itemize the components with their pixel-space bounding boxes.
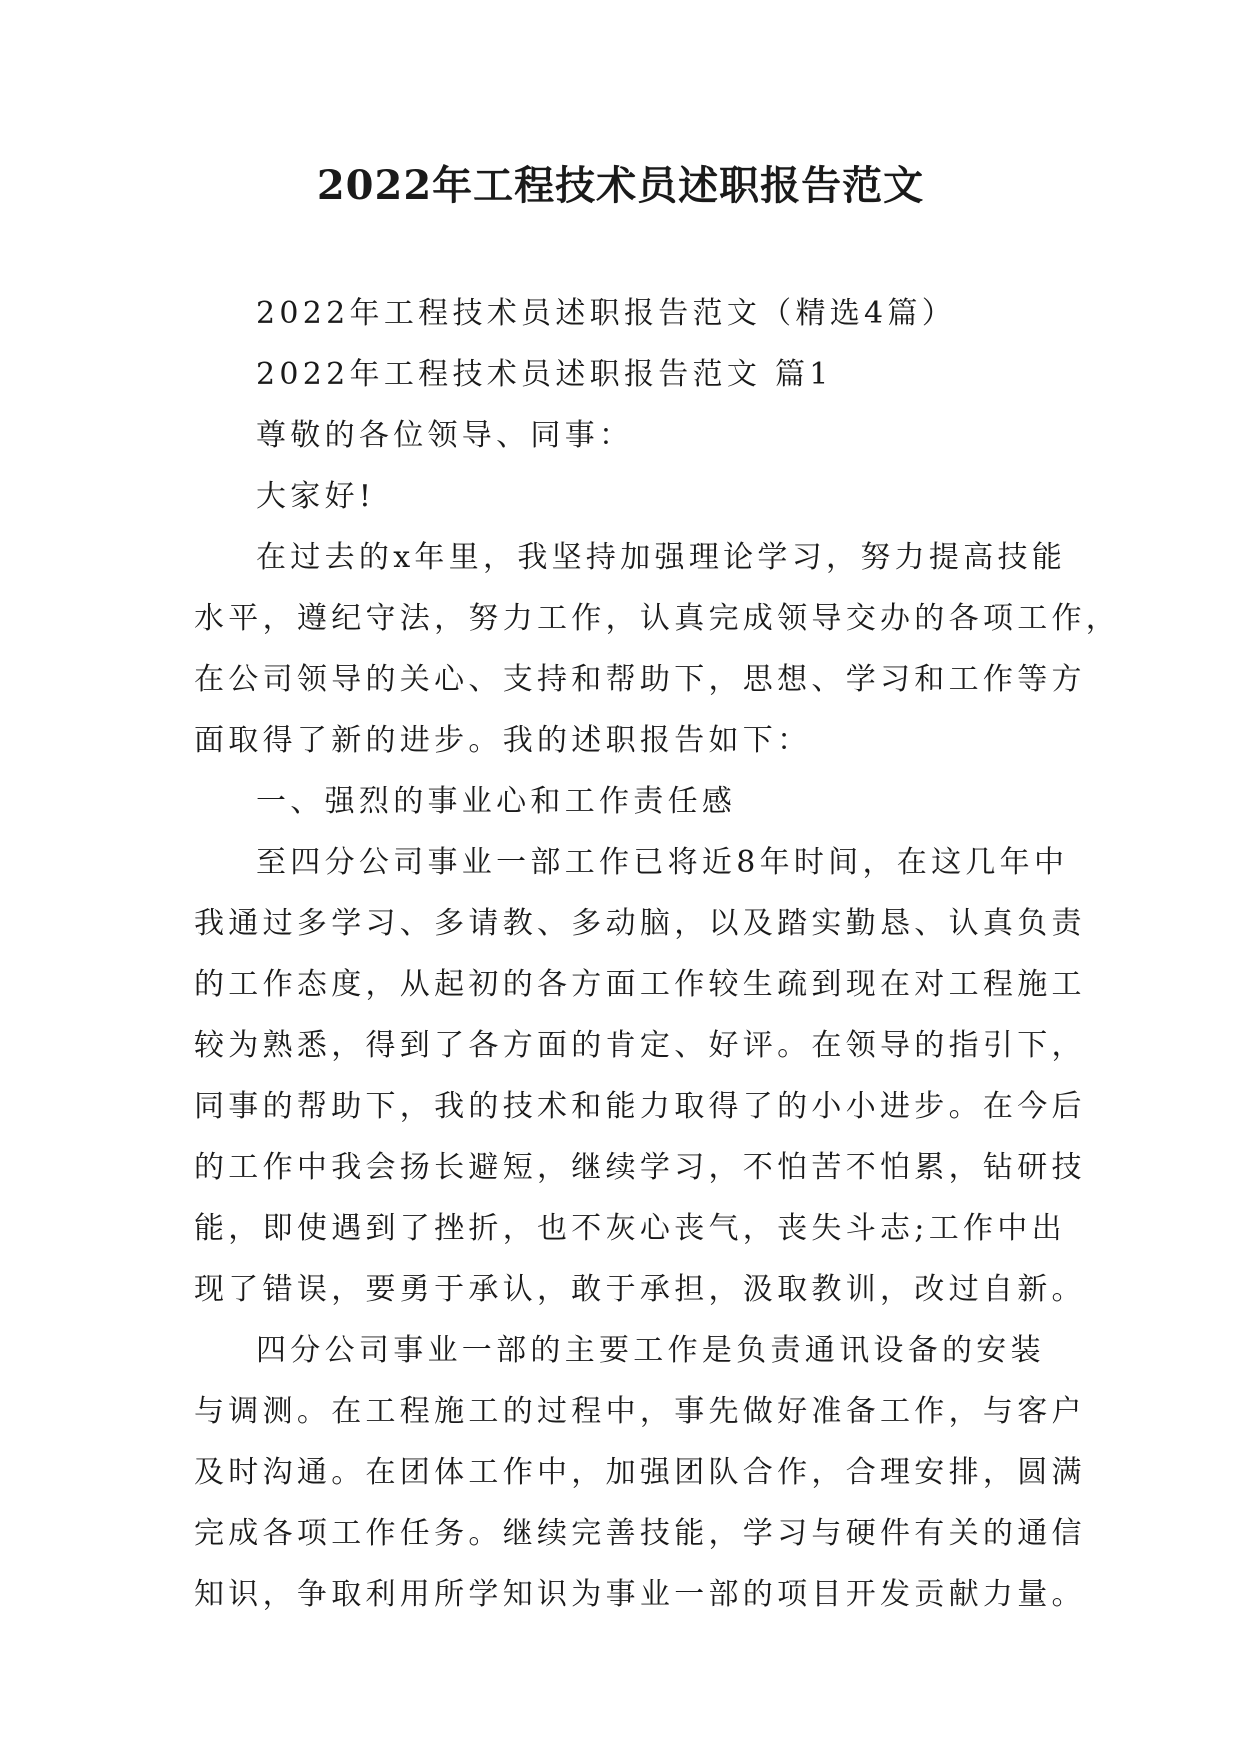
text-line: 与调测。在工程施工的过程中，事先做好准备工作，与客户 xyxy=(194,1394,1086,1429)
text-line: 在公司领导的关心、支持和帮助下，思想、学习和工作等方 xyxy=(194,662,1086,697)
text-line: 知识，争取利用所学知识为事业一部的项目开发贡献力量。 xyxy=(194,1577,1086,1612)
text-line: 至四分公司事业一部工作已将近8年时间，在这几年中 xyxy=(256,845,1069,880)
text-line: 水平，遵纪守法，努力工作，认真完成领导交办的各项工作， xyxy=(194,601,1121,636)
text-line: 面取得了新的进步。我的述职报告如下： xyxy=(194,723,812,758)
text-line: 较为熟悉，得到了各方面的肯定、好评。在领导的指引下， xyxy=(194,1028,1086,1063)
document-title: 2022年工程技术员述职报告范文 xyxy=(316,162,925,209)
text-line: 一、强烈的事业心和工作责任感 xyxy=(256,784,737,819)
text-line: 四分公司事业一部的主要工作是负责通讯设备的安装 xyxy=(256,1333,1045,1368)
text-line: 的工作中我会扬长避短，继续学习，不怕苦不怕累，钻研技 xyxy=(194,1150,1086,1185)
text-line: 大家好! xyxy=(256,479,376,514)
text-line: 我通过多学习、多请教、多动脑，以及踏实勤恳、认真负责 xyxy=(194,906,1086,941)
text-line: 2022年工程技术员述职报告范文（精选4篇） xyxy=(256,296,957,331)
text-line: 尊敬的各位领导、同事： xyxy=(256,418,634,453)
text-line: 在过去的x年里，我坚持加强理论学习，努力提高技能 xyxy=(256,540,1067,575)
text-line: 及时沟通。在团体工作中，加强团队合作，合理安排，圆满 xyxy=(194,1455,1086,1490)
text-line: 2022年工程技术员述职报告范文 篇1 xyxy=(256,357,833,392)
document-body xyxy=(194,283,1121,1625)
text-line: 能，即使遇到了挫折，也不灰心丧气，丧失斗志;工作中出 xyxy=(194,1211,1066,1246)
text-line: 同事的帮助下，我的技术和能力取得了的小小进步。在今后 xyxy=(194,1089,1086,1124)
text-line: 完成各项工作任务。继续完善技能，学习与硬件有关的通信 xyxy=(194,1516,1086,1551)
text-line: 现了错误，要勇于承认，敢于承担，汲取教训，改过自新。 xyxy=(194,1272,1086,1307)
text-line: 的工作态度，从起初的各方面工作较生疏到现在对工程施工 xyxy=(194,967,1086,1002)
